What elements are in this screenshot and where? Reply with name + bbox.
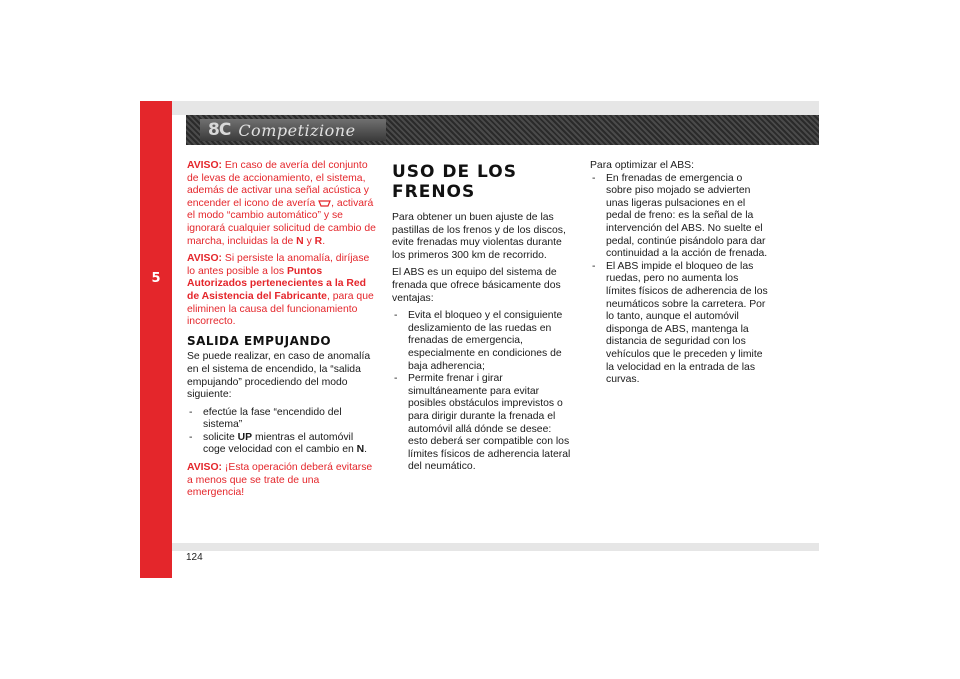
step-text: solicite [203, 431, 235, 443]
bottom-band [172, 543, 819, 551]
list-item: - efectúe la fase “encendido del sistema” [187, 407, 377, 432]
gear-r: R [314, 235, 323, 247]
period: . [322, 235, 326, 247]
conjunction: y [306, 235, 312, 247]
up-label: UP [237, 431, 253, 443]
header-bar [186, 115, 819, 145]
brand-logo [200, 119, 386, 141]
warning-text: En caso de avería del conjunto de levas de accionamiento, el sistema, además de activar una señal acústica y encender el icono de avería [187, 160, 369, 209]
push-start-intro: Se puede realizar, en caso de anomalía en el sistema de encendido, la “salida empujando” procediendo del modo siguiente: [187, 351, 371, 401]
list-item: - En frenadas de emergencia o sobre piso mojado se advierten unas ligeras pulsaciones en el pedal de freno: es la señal de la intervención del ABS. No suelte el pedal, continúe pisándolo para dar continuidad a la acción de frenada. [590, 173, 770, 261]
chapter-tab [140, 101, 172, 578]
list-item: - Evita el bloqueo y el consiguiente deslizamiento de las ruedas en frenadas de emergencia, especialmente en condiciones de baja adherencia; [392, 310, 572, 373]
column-left [187, 160, 377, 505]
gearbox-fault-icon [318, 200, 331, 207]
column-middle [392, 162, 572, 479]
warning-label: AVISO: [187, 253, 223, 265]
warning-paragraph [187, 160, 377, 248]
list-item: - Permite frenar i girar simultáneamente para evitar posibles obstáculos imprevistos o para dirigir durante la frenada el automóvil allá dónde se desee: esto deberá ser compatible con los límites físicos de adherencia lateral del neumático. [392, 373, 572, 474]
warning-text-cont: , activará el modo “cambio automático” y se ignorará cualquier solicitud de cambio de marcha, incluidas la de [187, 197, 376, 247]
gear-n: N [356, 444, 365, 456]
push-start-steps [187, 407, 377, 457]
logo-model: 8C [208, 120, 231, 140]
period: . [364, 444, 368, 456]
list-item [187, 432, 377, 457]
chapter-number: 5 [151, 271, 161, 286]
push-start-heading: SALIDA EMPUJANDO [187, 333, 332, 348]
top-band [172, 101, 819, 115]
warning-paragraph [187, 253, 377, 329]
warning-label: AVISO: [187, 160, 223, 171]
abs-advantages-list [392, 310, 572, 474]
paragraph: Para obtener un buen ajuste de las pastillas de los frenos y de los discos, evite frenadas muy violentas durante los primeros 300 km de recorrido. [392, 212, 566, 261]
logo-script: Competizione [238, 120, 356, 140]
authorized-service-text: Puntos Autorizados pertenecientes a la Red de Asistencia del Fabricante [187, 265, 367, 302]
step-text: mientras el automóvil coge velocidad con el cambio en [203, 431, 354, 456]
list-item: - El ABS impide el bloqueo de las ruedas, pero no aumenta los límites físicos de adherencia de los neumáticos sobre la carretera. Por lo tanto, aunque el automóvil disponga de ABS, mantenga la distancia de seguridad con los vehículos que le preceden y limite la velocidad en la entrada de las curvas. [590, 261, 770, 387]
warning-label: AVISO: [187, 462, 223, 474]
warning-text-cont: , para que eliminen la causa del funcionamiento incorrecto. [187, 290, 374, 328]
column-right [590, 160, 770, 392]
gear-n: N [296, 235, 304, 247]
paragraph: El ABS es un equipo del sistema de frenada que ofrece básicamente dos ventajas: [392, 267, 561, 304]
warning-text: ¡Esta operación deberá evitarse a menos que se trate de una emergencia! [187, 462, 373, 499]
paragraph: Para optimizar el ABS: [590, 160, 694, 171]
brakes-heading: USO DE LOS FRENOS [392, 162, 517, 202]
page-number: 124 [186, 552, 203, 563]
warning-text: Si persiste la anomalía, diríjase lo antes posible a los [187, 253, 370, 277]
warning-paragraph [187, 462, 377, 500]
abs-tips-list [590, 173, 770, 387]
